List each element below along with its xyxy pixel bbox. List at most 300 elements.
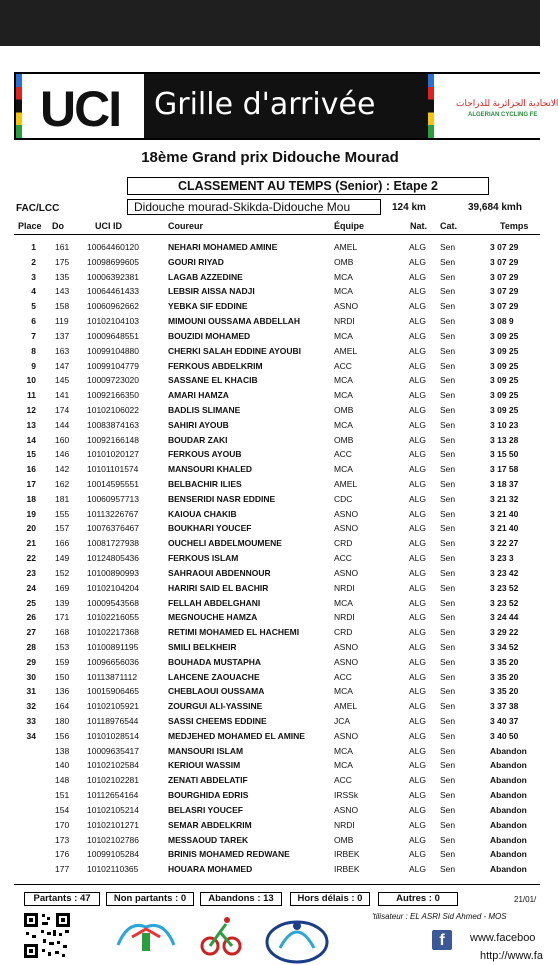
- federation-name-arabic: الاتحادية الجزائرية للدراجات: [456, 98, 558, 108]
- row-rider-name: BELBACHIR ILIES: [168, 479, 242, 489]
- row-rider-name: CHERKI SALAH EDDINE AYOUBI: [168, 345, 302, 356]
- table-row: [0, 254, 540, 269]
- row-rider-name: NEHARI MOHAMED AMINE: [168, 242, 278, 252]
- row-place: 13: [26, 419, 36, 430]
- row-time: 3 40 50: [490, 730, 519, 741]
- row-category: Sen: [440, 242, 456, 252]
- row-nationality: ALG: [409, 330, 427, 341]
- row-team: NRDI: [334, 612, 355, 623]
- row-uci-id: 10102104103: [87, 316, 140, 327]
- uci-logo-text: UCI: [40, 81, 121, 137]
- row-team: ASNO: [334, 804, 359, 815]
- cycling-club-logo-icon: [262, 912, 332, 960]
- row-category: Sen: [440, 553, 456, 564]
- row-dossard: 157: [55, 523, 70, 534]
- table-row: [0, 328, 540, 343]
- row-category: Sen: [440, 716, 456, 726]
- row-uci-id: 10102102786: [87, 834, 140, 845]
- row-uci-id: 10099105284: [87, 849, 140, 860]
- table-row: [0, 476, 540, 491]
- federation-name-english: ALGERIAN CYCLING FE: [468, 112, 538, 118]
- row-dossard: 147: [55, 360, 70, 371]
- col-header-do: Do: [52, 221, 64, 231]
- table-row: [0, 343, 540, 358]
- row-category: Sen: [440, 434, 456, 445]
- row-team: ACC: [334, 671, 352, 682]
- row-category: Sen: [440, 627, 456, 638]
- row-nationality: ALG: [409, 345, 427, 356]
- table-row: [0, 580, 540, 595]
- row-category: Sen: [440, 597, 456, 608]
- row-time: 3 07 29: [490, 271, 519, 282]
- row-uci-id: 10102104204: [87, 582, 140, 593]
- row-category: Sen: [440, 330, 456, 341]
- row-rider-name: LEBSIR AISSA NADJI: [168, 286, 255, 297]
- row-category: Sen: [440, 567, 456, 578]
- uci-logo: [26, 80, 138, 137]
- row-nationality: ALG: [409, 671, 427, 682]
- row-team: IRBEK: [334, 849, 360, 860]
- table-row: [0, 417, 540, 432]
- row-category: Sen: [440, 464, 456, 475]
- row-place: 21: [26, 538, 36, 549]
- row-dossard: 155: [55, 508, 70, 519]
- row-uci-id: 10006392381: [87, 271, 140, 282]
- row-category: Sen: [440, 790, 456, 801]
- row-category: Sen: [440, 301, 456, 312]
- row-uci-id: 10102105921: [87, 701, 140, 712]
- row-dossard: 148: [55, 775, 70, 786]
- table-row: [0, 461, 540, 476]
- row-place: 16: [26, 464, 36, 475]
- row-place: 20: [26, 523, 36, 534]
- user-credit: 'tilisateur : EL ASRI Sid Ahmed - MOS: [372, 912, 507, 921]
- row-uci-id: 10101020127: [87, 449, 140, 460]
- row-team: ACC: [334, 449, 352, 460]
- row-time: 3 22 27: [490, 538, 519, 549]
- row-nationality: ALG: [409, 538, 427, 549]
- row-place: 22: [26, 553, 36, 564]
- row-uci-id: 10102105214: [87, 804, 140, 815]
- row-time: 3 37 38: [490, 701, 519, 712]
- table-row: [0, 550, 540, 565]
- table-row: [0, 387, 540, 402]
- row-team: ACC: [334, 360, 352, 371]
- row-uci-id: 10092166148: [87, 434, 140, 445]
- row-nationality: ALG: [409, 449, 427, 460]
- table-row: [0, 491, 540, 506]
- row-place: 30: [26, 671, 36, 682]
- row-nationality: ALG: [409, 849, 427, 860]
- row-uci-id: 10102217368: [87, 627, 140, 638]
- table-row: [0, 283, 540, 298]
- row-nationality: ALG: [409, 819, 427, 830]
- table-row: [0, 743, 540, 758]
- row-team: OMB: [334, 404, 354, 415]
- row-dossard: 141: [55, 390, 70, 401]
- row-time: 3 23 52: [490, 597, 519, 608]
- row-rider-name: BOUDAR ZAKI: [168, 434, 228, 445]
- row-uci-id: 10101028514: [87, 730, 140, 741]
- col-header-place: Place: [18, 221, 42, 231]
- row-place: 4: [31, 286, 36, 297]
- facebook-link[interactable]: www.faceboo: [470, 932, 536, 944]
- row-uci-id: 10100891195: [87, 641, 139, 652]
- row-uci-id: 10014595551: [87, 479, 140, 489]
- row-dossard: 143: [55, 286, 70, 297]
- row-dossard: 145: [55, 375, 70, 386]
- row-nationality: ALG: [409, 716, 427, 726]
- row-dossard: 156: [55, 730, 70, 741]
- footer-divider: [14, 884, 540, 885]
- row-dossard: 170: [55, 819, 70, 830]
- row-rider-name: MIMOUNI OUSSAMA ABDELLAH: [168, 316, 301, 327]
- row-place: 17: [26, 479, 36, 489]
- row-category: Sen: [440, 686, 456, 697]
- row-category: Sen: [440, 804, 456, 815]
- row-team: NRDI: [334, 582, 355, 593]
- row-place: 12: [26, 404, 36, 415]
- table-row: [0, 565, 540, 580]
- uci-rainbow-stripe-right: [428, 74, 434, 138]
- row-uci-id: 10064461433: [87, 286, 140, 297]
- row-time: 3 35 20: [490, 686, 519, 697]
- qr-code-icon: [22, 911, 72, 960]
- row-uci-id: 10113871112: [87, 671, 138, 682]
- row-category: Sen: [440, 286, 456, 297]
- row-dossard: 140: [55, 760, 70, 771]
- sponsor-logo-1: [108, 915, 184, 960]
- row-dossard: 139: [55, 597, 70, 608]
- table-row: [0, 713, 540, 728]
- row-team: CDC: [334, 493, 353, 504]
- row-nationality: ALG: [409, 790, 427, 801]
- row-time: 3 29 22: [490, 627, 519, 638]
- row-team: ASNO: [334, 508, 359, 519]
- row-category: Sen: [440, 834, 456, 845]
- row-nationality: ALG: [409, 271, 427, 282]
- row-time: 3 09 25: [490, 360, 519, 371]
- row-place: 34: [26, 730, 36, 741]
- row-nationality: ALG: [409, 479, 427, 489]
- row-team: MCA: [334, 375, 353, 386]
- row-time: 3 40 37: [490, 716, 519, 726]
- row-category: Sen: [440, 730, 456, 741]
- table-row: [0, 698, 540, 713]
- row-dossard: 168: [55, 627, 70, 638]
- row-category: Sen: [440, 256, 456, 267]
- print-date: 21/01/: [514, 895, 537, 904]
- row-nationality: ALG: [409, 523, 427, 534]
- row-uci-id: 10098699605: [87, 256, 140, 267]
- row-category: Sen: [440, 612, 456, 623]
- row-time: 3 18 37: [490, 479, 519, 489]
- row-team: IRSSk: [334, 790, 359, 801]
- row-team: AMEL: [334, 479, 358, 489]
- row-place: 18: [26, 493, 36, 504]
- table-row: [0, 313, 540, 328]
- row-category: Sen: [440, 271, 456, 282]
- row-dossard: 175: [55, 256, 70, 267]
- row-uci-id: 10083874163: [87, 419, 140, 430]
- row-category: Sen: [440, 745, 456, 756]
- row-dossard: 174: [55, 404, 70, 415]
- row-uci-id: 10102102584: [87, 760, 140, 771]
- row-category: Sen: [440, 493, 456, 504]
- row-uci-id: 10064460120: [87, 242, 140, 252]
- table-row: [0, 298, 540, 313]
- row-team: ASNO: [334, 567, 359, 578]
- table-row: [0, 609, 540, 624]
- row-category: Sen: [440, 656, 456, 667]
- row-rider-name: BOUHADA MUSTAPHA: [168, 656, 262, 667]
- row-team: AMEL: [334, 242, 358, 252]
- row-rider-name: LAGAB AZZEDINE: [168, 271, 243, 282]
- row-place: 15: [26, 449, 36, 460]
- row-rider-name: MANSOURI ISLAM: [168, 745, 244, 756]
- row-category: Sen: [440, 523, 456, 534]
- row-uci-id: 10009648551: [87, 330, 140, 341]
- row-category: Sen: [440, 390, 456, 401]
- row-uci-id: 10102110365: [87, 864, 139, 875]
- row-category: Sen: [440, 404, 456, 415]
- row-dossard: 146: [55, 449, 70, 460]
- row-team: AMEL: [334, 345, 358, 356]
- row-team: MCA: [334, 286, 353, 297]
- row-uci-id: 10060957713: [87, 493, 140, 504]
- row-rider-name: FERKOUS ISLAM: [168, 553, 239, 564]
- row-category: Sen: [440, 671, 456, 682]
- row-category: Sen: [440, 849, 456, 860]
- row-rider-name: FERKOUS AYOUB: [168, 449, 242, 460]
- row-rider-name: BOUZIDI MOHAMED: [168, 330, 251, 341]
- row-category: Sen: [440, 419, 456, 430]
- row-time: Abandon: [490, 849, 527, 860]
- row-team: MCA: [334, 330, 353, 341]
- row-time: Abandon: [490, 775, 527, 786]
- row-rider-name: SMILI BELKHEIR: [168, 641, 237, 652]
- row-dossard: 164: [55, 701, 70, 712]
- row-nationality: ALG: [409, 730, 427, 741]
- col-header-temps: Temps: [500, 221, 529, 231]
- table-row: [0, 624, 540, 639]
- row-category: Sen: [440, 582, 456, 593]
- row-place: 29: [26, 656, 36, 667]
- row-time: 3 07 29: [490, 286, 519, 297]
- table-row: [0, 639, 540, 654]
- row-time: 3 07 29: [490, 301, 519, 312]
- row-nationality: ALG: [409, 464, 427, 475]
- row-rider-name: BELASRI YOUCEF: [168, 804, 243, 815]
- row-rider-name: FELLAH ABDELGHANI: [168, 597, 261, 608]
- table-row: [0, 446, 540, 461]
- row-time: 3 17 58: [490, 464, 519, 475]
- row-dossard: 160: [55, 434, 70, 445]
- row-place: 26: [26, 612, 36, 623]
- table-row: [0, 402, 540, 417]
- row-dossard: 161: [55, 242, 70, 252]
- row-rider-name: FERKOUS ABDELKRIM: [168, 360, 263, 371]
- row-nationality: ALG: [409, 493, 427, 504]
- row-uci-id: 10081727938: [87, 538, 140, 549]
- table-row: [0, 728, 540, 743]
- row-rider-name: YEBKA SIF EDDINE: [168, 301, 248, 312]
- row-dossard: 158: [55, 301, 70, 312]
- row-place: 27: [26, 627, 36, 638]
- row-team: ASNO: [334, 301, 359, 312]
- row-category: Sen: [440, 775, 456, 786]
- row-time: 3 24 44: [490, 612, 519, 623]
- row-rider-name: ZENATI ABDELATIF: [168, 775, 248, 786]
- row-category: Sen: [440, 360, 456, 371]
- row-team: CRD: [334, 627, 353, 638]
- row-nationality: ALG: [409, 804, 427, 815]
- summary-hors-delais: Hors délais : 0: [290, 892, 370, 906]
- top-dark-bar: [0, 0, 540, 46]
- row-dossard: 180: [55, 716, 70, 726]
- row-team: ACC: [334, 553, 352, 564]
- row-rider-name: HARIRI SAID EL BACHIR: [168, 582, 269, 593]
- row-time: 3 09 25: [490, 390, 519, 401]
- row-category: Sen: [440, 538, 456, 549]
- row-uci-id: 10112654164: [87, 790, 139, 801]
- row-time: 3 09 25: [490, 404, 519, 415]
- row-category: Sen: [440, 449, 456, 460]
- row-rider-name: MESSAOUD TAREK: [168, 834, 249, 845]
- header-divider: [14, 234, 540, 235]
- row-rider-name: BRINIS MOHAMED REDWANE: [168, 849, 290, 860]
- summary-non-partants: Non partants : 0: [106, 892, 194, 906]
- table-row: [0, 520, 540, 535]
- row-rider-name: SASSI CHEEMS EDDINE: [168, 716, 267, 726]
- row-nationality: ALG: [409, 582, 427, 593]
- distance-value: 124 km: [392, 202, 426, 213]
- uci-header-banner: [14, 72, 558, 140]
- row-dossard: 154: [55, 804, 70, 815]
- row-rider-name: SAHIRI AYOUB: [168, 419, 229, 430]
- col-header-uci-id: UCI ID: [95, 221, 122, 231]
- row-time: 3 13 28: [490, 434, 519, 445]
- row-place: 32: [26, 701, 36, 712]
- table-row: [0, 757, 540, 772]
- row-uci-id: 10124805436: [87, 553, 140, 564]
- results-table: [0, 239, 540, 876]
- row-category: Sen: [440, 345, 456, 356]
- table-row: [0, 269, 540, 284]
- row-time: 3 15 50: [490, 449, 519, 460]
- row-uci-id: 10092166350: [87, 390, 140, 401]
- row-time: Abandon: [490, 760, 527, 771]
- row-place: 28: [26, 641, 36, 652]
- table-row: [0, 535, 540, 550]
- row-team: MCA: [334, 390, 353, 401]
- row-rider-name: MEGNOUCHE HAMZA: [168, 612, 258, 623]
- row-nationality: ALG: [409, 701, 427, 712]
- row-nationality: ALG: [409, 612, 427, 623]
- row-dossard: 142: [55, 464, 70, 475]
- row-nationality: ALG: [409, 745, 427, 756]
- row-team: MCA: [334, 271, 353, 282]
- row-uci-id: 10118976544: [87, 716, 139, 726]
- row-dossard: 169: [55, 582, 70, 593]
- row-nationality: ALG: [409, 641, 427, 652]
- website-link[interactable]: http://www.fa: [480, 950, 543, 962]
- row-rider-name: BENSERIDI NASR EDDINE: [168, 493, 276, 504]
- row-place: 19: [26, 508, 36, 519]
- row-team: MCA: [334, 686, 353, 697]
- row-nationality: ALG: [409, 760, 427, 771]
- table-row: [0, 432, 540, 447]
- row-nationality: ALG: [409, 301, 427, 312]
- row-nationality: ALG: [409, 360, 427, 371]
- table-row: [0, 654, 540, 669]
- row-place: 7: [31, 330, 36, 341]
- row-nationality: ALG: [409, 286, 427, 297]
- row-team: AMEL: [334, 701, 358, 712]
- row-time: 3 23 52: [490, 582, 519, 593]
- row-uci-id: 10102102281: [87, 775, 140, 786]
- table-row: [0, 802, 540, 817]
- row-nationality: ALG: [409, 686, 427, 697]
- row-nationality: ALG: [409, 316, 427, 327]
- row-team: NRDI: [334, 316, 355, 327]
- speed-value: 39,684 kmh: [468, 202, 522, 213]
- row-place: 8: [31, 345, 36, 356]
- row-team: NRDI: [334, 819, 355, 830]
- row-time: 3 21 40: [490, 523, 519, 534]
- row-team: ASNO: [334, 656, 359, 667]
- row-time: 3 21 32: [490, 493, 519, 504]
- table-row: [0, 239, 540, 254]
- table-row: [0, 358, 540, 373]
- row-rider-name: LAHCENE ZAOUACHE: [168, 671, 260, 682]
- row-nationality: ALG: [409, 567, 427, 578]
- table-row: [0, 846, 540, 861]
- row-team: IRBEK: [334, 864, 360, 875]
- row-nationality: ALG: [409, 256, 427, 267]
- row-place: 33: [26, 716, 36, 726]
- row-category: Sen: [440, 316, 456, 327]
- row-category: Sen: [440, 760, 456, 771]
- row-dossard: 177: [55, 864, 70, 875]
- row-dossard: 150: [55, 671, 70, 682]
- summary-abandons: Abandons : 13: [200, 892, 282, 906]
- row-dossard: 159: [55, 656, 70, 667]
- row-uci-id: 10009543568: [87, 597, 140, 608]
- row-dossard: 119: [55, 316, 69, 327]
- row-uci-id: 10101101574: [87, 464, 139, 475]
- row-team: ASNO: [334, 641, 359, 652]
- row-team: MCA: [334, 745, 353, 756]
- row-category: Sen: [440, 641, 456, 652]
- row-nationality: ALG: [409, 390, 427, 401]
- col-header-coureur: Coureur: [168, 221, 204, 231]
- row-rider-name: BOURGHIDA EDRIS: [168, 790, 249, 801]
- row-dossard: 151: [55, 790, 70, 801]
- row-rider-name: OUCHELI ABDELMOUMENE: [168, 538, 282, 549]
- row-dossard: 166: [55, 538, 70, 549]
- row-uci-id: 10009635417: [87, 745, 140, 756]
- summary-partants: Partants : 47: [24, 892, 100, 906]
- row-category: Sen: [440, 508, 456, 519]
- row-time: 3 35 20: [490, 671, 519, 682]
- row-time: 3 09 25: [490, 330, 519, 341]
- col-header-nat: Nat.: [410, 221, 428, 231]
- row-team: OMB: [334, 834, 354, 845]
- row-uci-id: 10009723020: [87, 375, 140, 386]
- row-dossard: 176: [55, 849, 70, 860]
- row-time: Abandon: [490, 834, 527, 845]
